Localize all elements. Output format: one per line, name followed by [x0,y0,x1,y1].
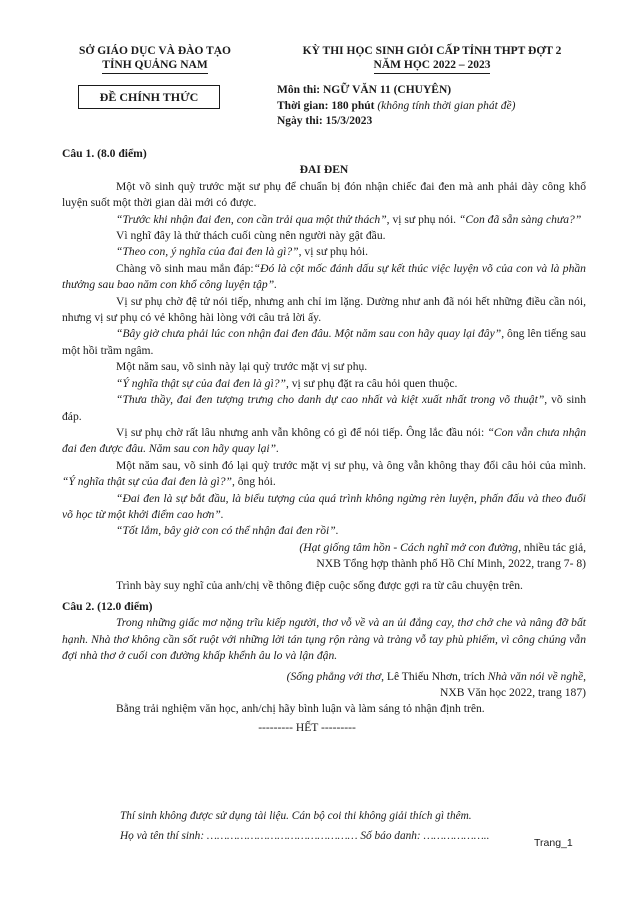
source-citation [62,540,586,556]
school-year: NĂM HỌC 2022 – 2023 [374,58,491,74]
end-marker: --------- HẾT --------- [258,720,356,734]
source-author: , nhiều tác giả, [518,540,586,554]
story-paragraph [62,326,586,359]
story-paragraph [62,458,586,491]
dialogue-quote: “Trước khi nhận đai đen, con cần trải qua một thử thách” [116,212,387,226]
source-publisher: NXB Tổng hợp thành phố Hồ Chí Minh, 2022, trang 7- 8) [316,557,586,571]
candidate-info-line: Họ và tên thí sinh: ……………………………………… Số báo danh: ……………….. [120,830,490,842]
time-label: Thời gian: [277,99,329,112]
source-citation [62,669,586,685]
time-value: 180 phút [331,99,375,112]
story-paragraph: Vị sư phụ chờ đệ tử nói tiếp, nhưng anh chỉ im lặng. Dường như anh đã nói hết những điều cần nói, nhưng vị sư phụ có vẻ không hài lòng với câu trả lời ấy. [62,294,586,325]
date-value: 15/3/2023 [325,115,373,127]
question-2-title: Câu 2. (12.0 điểm) [62,599,153,613]
narration: , vị sư phụ hỏi. [298,245,369,259]
subject-label: Môn thi: [277,84,321,96]
question-1-task: Trình bày suy nghĩ của anh/chị về thông điệp cuộc sống được gợi ra từ câu chuyện trên. [116,578,523,592]
time-line [277,99,515,115]
date-label: Ngày thi: [277,115,323,127]
question-2-task: Bằng trải nghiệm văn học, anh/chị hãy bình luận và làm sáng tỏ nhận định trên. [116,702,485,716]
dialogue-quote: “Tốt lắm, bây giờ con có thể nhận đai đen rồi”. [116,524,339,538]
date-line [277,114,515,130]
subject-value: NGỮ VĂN 11 (CHUYÊN) [323,84,452,96]
dialogue-quote: “Đó là cột mốc đánh dấu sự kết thúc việc luyện võ của con và là phần thưởng sau bao năm con khổ công luyện tập”. [62,261,586,292]
dialogue-quote: “Đai đen là sự bắt đầu, là biểu tượng của quá trình không ngừng rèn luyện, phấn đấu và theo đuổi võ học từ một khởi điểm cao hơn”. [62,491,586,521]
province-name: TỈNH QUẢNG NAM [102,58,207,74]
dialogue-quote: “Bây giờ chưa phải lúc con nhận đai đen đâu. Một năm sau con hãy quay lại đây” [116,327,502,341]
story-paragraph [62,425,586,458]
source-title: (Sống phẳng với thơ [286,669,382,683]
quote-text: Trong những giấc mơ nặng trĩu kiếp người, thơ vỗ về và an ủi đắng cay, thơ chở che và nâng đỡ bất hạnh. Nhà thơ không cần sốt ruột với những lời tán tụng rộn ràng và tràng vỗ tay phù phiếm, vì công chúng vẫn đợi nhà thơ ở cuối con đường khấp khểnh âu lo và lận đận. [62,616,586,663]
story-paragraph: Một võ sinh quỳ trước mặt sư phụ để chuẩn bị đón nhận chiếc đai đen mà anh phải dày công khổ luyện suốt một thời gian dài mới có được. [62,179,586,210]
source-book: Nhà văn nói về nghề [487,669,584,683]
subject-line [277,83,515,99]
footer-notes [120,806,590,846]
story-paragraph: Vì nghĩ đây là thử thách cuối cùng nên người này gật đầu. [116,229,386,243]
source-publisher: NXB Văn học 2022, trang 187) [440,686,586,699]
dialogue-quote: “Thưa thầy, đai đen tượng trưng cho danh dự cao nhất và kiệt xuất nhất trong võ thuật” [116,393,545,407]
narration: , võ sinh đáp. [62,393,586,423]
footer-note: Thí sinh không được sử dụng tài liệu. Cán bộ coi thi không giải thích gì thêm. [120,810,472,822]
story-paragraph [62,491,586,524]
source-author: , Lê Thiếu Nhơn, trích [381,669,488,683]
quote-paragraph [62,615,586,664]
dialogue-quote: “Ý nghĩa thật sự của đai đen là gì?” [62,475,232,489]
narration: , vị sư phụ đặt ra câu hỏi quen thuộc. [285,376,458,390]
narration: , vị sư phụ nói. [386,212,459,226]
narration: Chàng võ sinh mau mắn đáp: [116,261,254,275]
department-header [52,44,258,74]
story-title: ĐAI ĐEN [299,163,349,177]
story-paragraph [62,523,586,539]
story-paragraph [62,244,586,260]
dialogue-quote: “Theo con, ý nghĩa của đai đen là gì?” [116,245,299,259]
narration: , ông hỏi. [231,475,276,489]
story-paragraph [62,261,586,294]
source-title: (Hạt giống tâm hồn - Cách nghĩ mở con đường [299,540,519,554]
exam-content [62,146,586,736]
page-number: Trang_1 [534,837,573,849]
exam-info [277,83,515,130]
exam-header [262,44,602,74]
narration: Một năm sau, võ sinh đó lại quỳ trước mặt vị sư phụ, và ông vẫn không thay đổi câu hỏi của mình. [116,458,586,472]
official-exam-label: ĐỀ CHÍNH THỨC [78,85,220,109]
dialogue-quote: “Con đã sẵn sàng chưa?” [458,212,582,226]
narration: Vị sư phụ chờ rất lâu nhưng anh vẫn không có gì để nói tiếp. Ông lắc đầu nói: [116,425,488,439]
story-paragraph [62,392,586,425]
department-name: SỞ GIÁO DỤC VÀ ĐÀO TẠO [79,45,231,57]
exam-name: KỲ THI HỌC SINH GIỎI CẤP TỈNH THPT ĐỢT 2 [302,45,562,57]
time-note: (không tính thời gian phát đề) [377,99,516,112]
narration: , ông lên tiếng sau một hồi trầm ngâm. [62,327,586,357]
question-1-title: Câu 1. (8.0 điểm) [62,147,147,160]
punctuation: , [583,669,586,683]
story-paragraph: Một năm sau, võ sinh này lại quỳ trước mặt vị sư phụ. [116,360,368,374]
dialogue-quote: “Con vẫn chưa nhận đai đen được đâu. Năm sau con hãy quay lại”. [62,425,586,456]
story-paragraph [62,376,586,392]
dialogue-quote: “Ý nghĩa thật sự của đai đen là gì?” [116,376,286,390]
story-paragraph [62,212,586,228]
